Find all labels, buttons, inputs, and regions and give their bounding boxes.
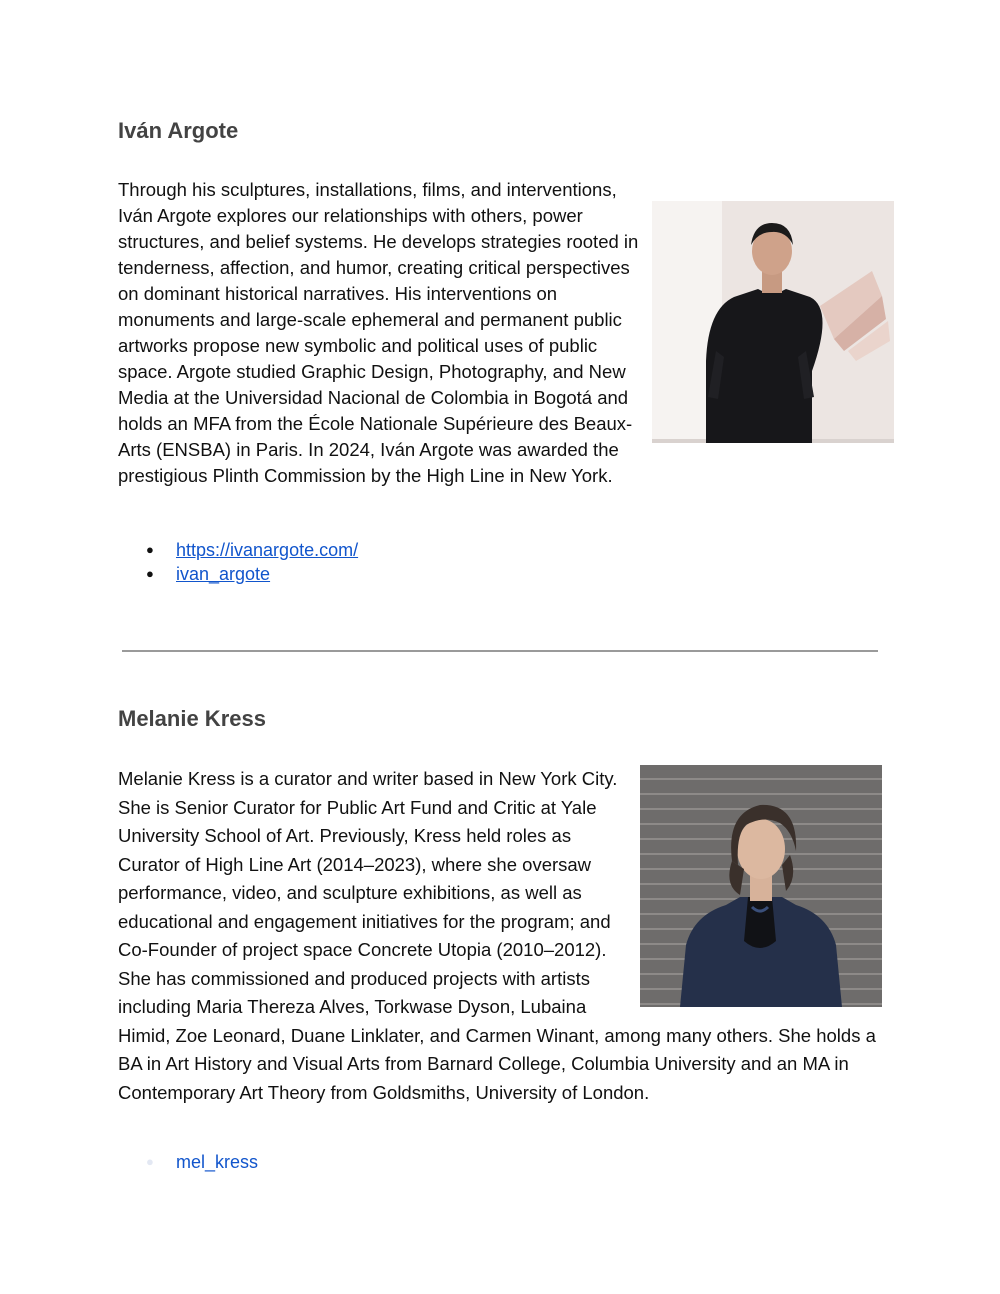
- portrait-photo-melanie-kress: [640, 765, 882, 1007]
- website-link[interactable]: https://ivanargote.com/: [176, 540, 359, 560]
- bio-melanie-kress: [118, 765, 888, 1107]
- portrait-photo-ivan-argote: [652, 201, 894, 443]
- bullet-icon: ●: [146, 1154, 154, 1169]
- bio-ivan-argote: [118, 177, 888, 489]
- section-heading-ivan-argote: Iván Argote: [118, 118, 239, 143]
- bullet-icon: ●: [146, 542, 154, 557]
- bio-text-melanie-kress: Melanie Kress is a curator and writer based in New York City. She is Senior Curator for Public Art Fund and Critic at Yale University School of Art. Previously, Kress held roles as Curator of High Line Art (2014–2023), where she oversaw performance, video, and sculpture exhibitions, as well as educational and engagement initiatives for the program; and Co-Founder of project space Concrete Utopia (2010–2012). She has commissioned and produced projects with artists including Maria Thereza Alves, Torkwase Dyson, Lubaina Himid, Zoe Leonard, Duane Linklater, and Carmen Winant, among many others. She holds a BA in Art History and Visual Arts from Barnard College, Columbia University and an MA in Contemporary Art Theory from Goldsmiths, University of London.: [118, 768, 876, 1103]
- instagram-link[interactable]: mel_kress: [176, 1152, 259, 1172]
- section-heading-melanie-kress: Melanie Kress: [118, 706, 266, 731]
- bullet-icon: ●: [146, 566, 154, 581]
- section-divider: [122, 650, 878, 652]
- bio-text-ivan-argote: Through his sculptures, installations, films, and interventions, Iván Argote explores our relationships with others, power structures, and belief systems. He develops strategies rooted in tenderness, affection, and humor, creating critical perspectives on dominant historical narratives. His interventions on monuments and large-scale ephemeral and permanent public artworks propose new symbolic and political uses of public space. Argote studied Graphic Design, Photography, and New Media at the Universidad Nacional de Colombia in Bogotá and holds an MFA from the École Nationale Supérieure des Beaux-Arts (ENSBA) in Paris. In 2024, Iván Argote was awarded the prestigious Plinth Commission by the High Line in New York.: [118, 179, 639, 486]
- instagram-link[interactable]: ivan_argote: [176, 564, 271, 584]
